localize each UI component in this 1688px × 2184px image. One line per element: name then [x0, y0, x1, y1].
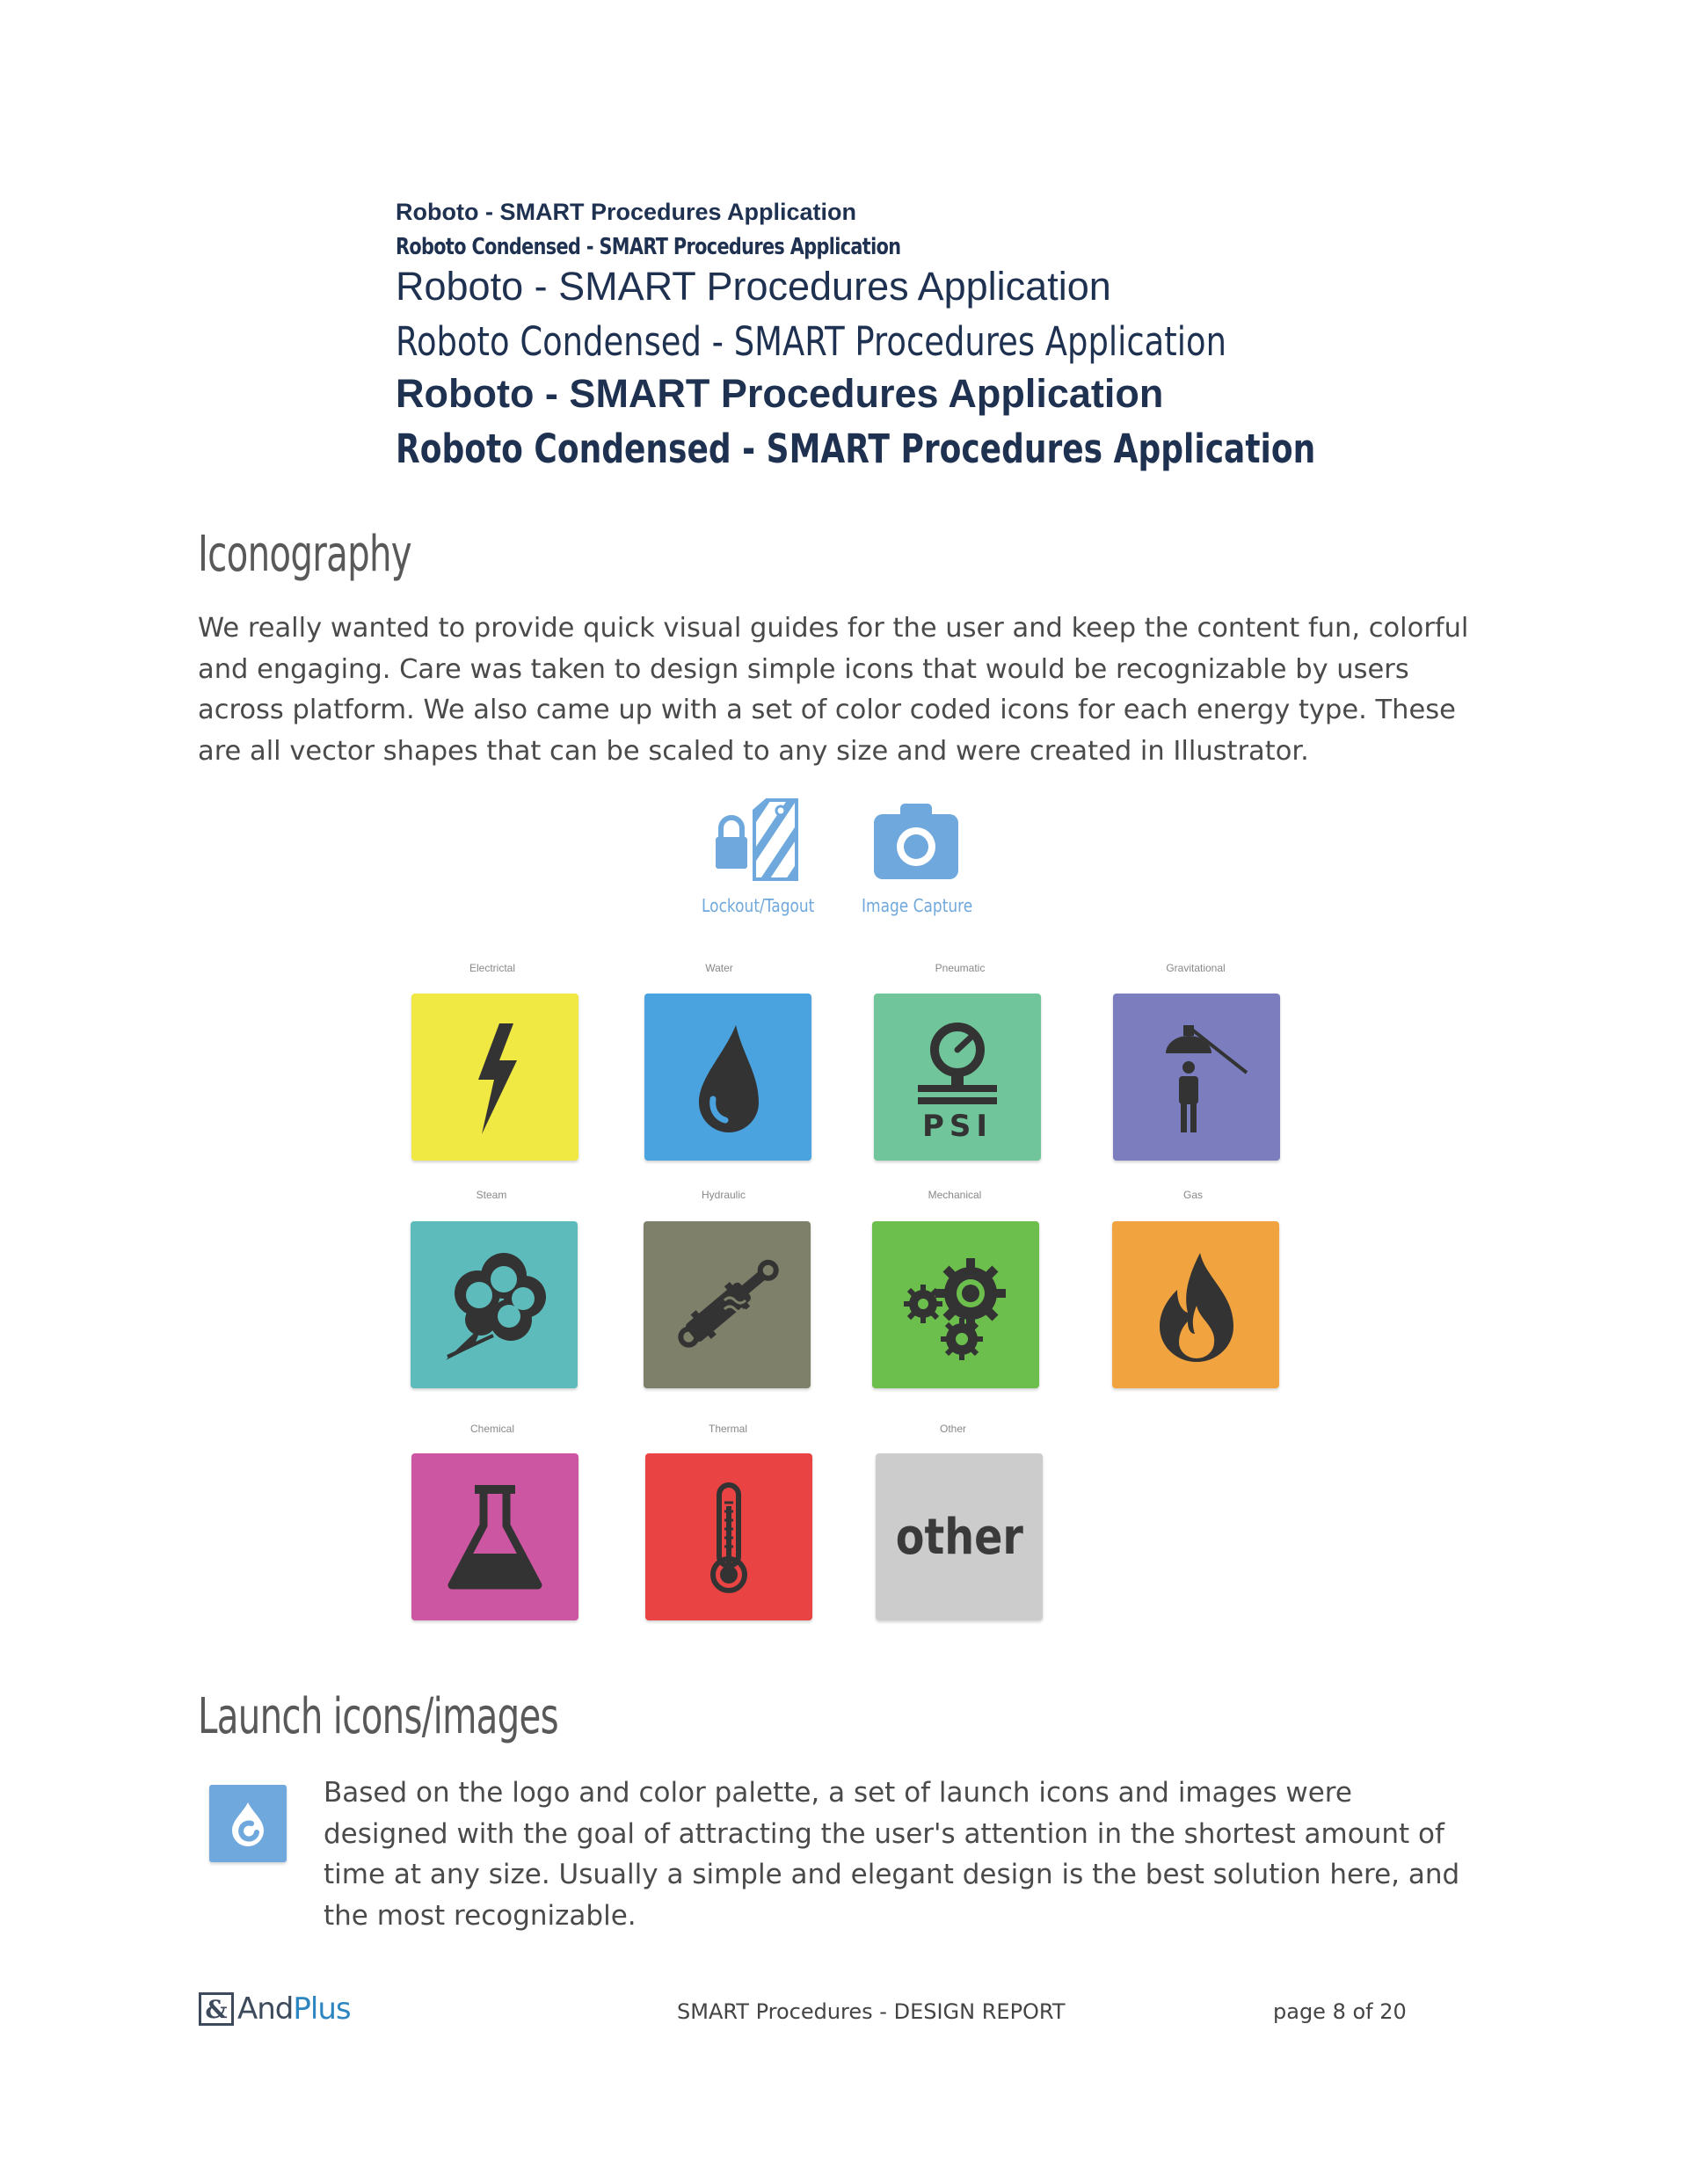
- gravitational-tile: [1113, 994, 1280, 1161]
- font-sample-condensed-small-bold: Roboto Condensed - SMART Procedures Application: [396, 234, 901, 260]
- tile-label-hydraulic: Hydraulic: [701, 1189, 746, 1201]
- image-capture-label: Image Capture: [862, 895, 973, 916]
- gears-icon: [890, 1239, 1022, 1371]
- tile-label-water: Water: [705, 962, 733, 974]
- logo-text-plus: Plus: [293, 1991, 351, 2027]
- pneumatic-tile: [874, 994, 1041, 1161]
- mechanical-tile: [872, 1221, 1039, 1388]
- electrical-tile: [411, 994, 578, 1161]
- tile-label-mechanical: Mechanical: [928, 1189, 982, 1201]
- iconography-paragraph: We really wanted to provide quick visual guides for the user and keep the content fun, colorful and engaging. Care was taken to design simple icons that would be recognizable by users across platform. We also came up with a set of color coded icons for each energy type. These are all vector shapes that can be scaled to any size and were created in Illustrator.: [198, 613, 1469, 767]
- page-number: page 8 of 20: [1273, 1999, 1407, 2024]
- launch-heading: Launch icons/images: [198, 1688, 558, 1745]
- pressure-gauge-icon: [891, 1011, 1023, 1143]
- app-launch-icon: [209, 1785, 287, 1862]
- tile-label-thermal: Thermal: [708, 1423, 747, 1435]
- chemical-tile: [411, 1453, 578, 1620]
- tile-label-pneumatic: Pneumatic: [935, 962, 986, 974]
- tile-label-gas: Gas: [1182, 1189, 1203, 1201]
- thermal-tile: [645, 1453, 812, 1620]
- camera-icon: [872, 800, 960, 881]
- thermometer-icon: [663, 1471, 795, 1603]
- gas-tile: [1112, 1221, 1279, 1388]
- tile-label-other: Other: [939, 1423, 966, 1435]
- hanging-load-icon: [1131, 1011, 1262, 1143]
- psi-text: PSI: [921, 1109, 993, 1143]
- footer-title: SMART Procedures - DESIGN REPORT: [677, 1999, 1066, 2024]
- logo-text-and: And: [237, 1991, 294, 2027]
- logo-mark: &: [199, 1992, 234, 2026]
- font-sample-roboto-regular: Roboto - SMART Procedures Application: [396, 264, 1111, 309]
- other-tile: [876, 1453, 1043, 1620]
- flame-icon: [1130, 1239, 1262, 1371]
- lightning-bolt-icon: [429, 1011, 561, 1143]
- lock-tag-icon: [714, 798, 805, 883]
- tile-label-gravitational: Gravitational: [1166, 962, 1226, 974]
- iconography-heading: Iconography: [198, 526, 411, 583]
- tile-label-chemical: Chemical: [469, 1423, 514, 1435]
- steam-tile: [411, 1221, 578, 1388]
- tile-label-electrical: Electrictal: [469, 962, 515, 974]
- other-icon: other: [895, 1508, 1023, 1566]
- font-sample-condensed-regular: Roboto Condensed - SMART Procedures Application: [396, 318, 1226, 365]
- water-tile: [644, 994, 811, 1161]
- hydraulic-cylinder-icon: [661, 1239, 793, 1371]
- steam-cloud-icon: [428, 1239, 560, 1371]
- lockout-tagout-label: Lockout/Tagout: [702, 895, 815, 916]
- font-sample-roboto-bold: Roboto - SMART Procedures Application: [396, 371, 1164, 416]
- flask-icon: [429, 1471, 561, 1603]
- water-drop-icon: [662, 1011, 794, 1143]
- font-sample-roboto-small-bold: Roboto - SMART Procedures Application: [396, 199, 857, 225]
- launch-paragraph: Based on the logo and color palette, a set of launch icons and images were designed with the goal of attracting the user's attention in the shortest amount of time at any size. Usually a simple and elegant design is the best solution here, and the most recognizable.: [324, 1777, 1460, 1932]
- font-sample-condensed-bold: Roboto Condensed - SMART Procedures Application: [396, 426, 1316, 472]
- andplus-logo: [199, 1991, 351, 2027]
- hydraulic-tile: [644, 1221, 811, 1388]
- tile-label-steam: Steam: [476, 1189, 507, 1201]
